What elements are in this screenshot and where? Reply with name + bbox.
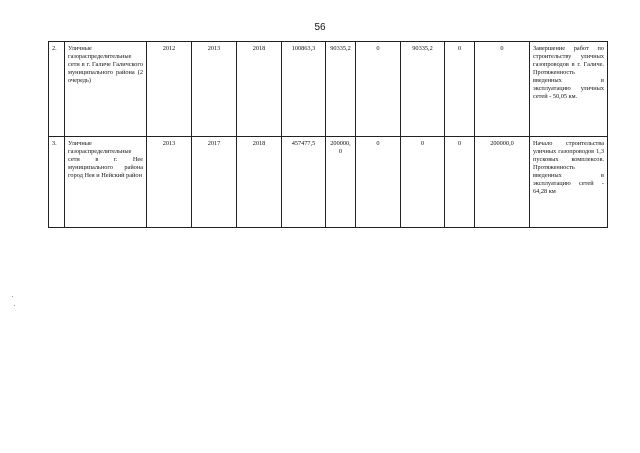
cell-value: 0 [356, 137, 401, 228]
scan-speck [14, 305, 15, 306]
cell-value: 90335,2 [401, 42, 445, 137]
object-name: Уличные газораспределительные сети в г. Галиче Галичского муниципального района (2 очередь) [65, 42, 147, 137]
cell-start-year: 2012 [147, 42, 192, 137]
cell-total-cost: 457477,5 [282, 137, 326, 228]
cell-value: 0 [445, 42, 475, 137]
table-row [49, 42, 608, 137]
cell-year-2: 2013 [192, 42, 237, 137]
cell-value: 0 [356, 42, 401, 137]
data-table [48, 41, 608, 228]
row-number: 2. [49, 42, 65, 137]
cell-start-year: 2013 [147, 137, 192, 228]
cell-value: 0 [401, 137, 445, 228]
cell-value: 200000,0 [475, 137, 530, 228]
cell-value: 0 [475, 42, 530, 137]
cell-year-3: 2018 [237, 137, 282, 228]
cell-total-cost: 100863,3 [282, 42, 326, 137]
cell-year-2: 2017 [192, 137, 237, 228]
cell-value: 0 [445, 137, 475, 228]
cell-year-3: 2018 [237, 42, 282, 137]
page-number: 56 [314, 22, 326, 33]
result-description: Начало строительства уличных газопроводов 1,3 пусковых комплексов. Протяженность введенных в эксплуатацию сетей - 64,28 км [530, 137, 608, 228]
result-description: Завершение работ по строительству уличных газопроводов в г. Галиче. Протяженность введенных в эксплуатацию уличных сетей - 50,05 км. [530, 42, 608, 137]
cell-value: 90335,2 [326, 42, 356, 137]
row-number: 3. [49, 137, 65, 228]
table-row [49, 137, 608, 228]
object-name: Уличные газораспределительные сети в г. Нее муниципального района город Нея и Нейский район [65, 137, 147, 228]
scan-speck [12, 296, 13, 297]
cell-value: 200000,0 [326, 137, 356, 228]
